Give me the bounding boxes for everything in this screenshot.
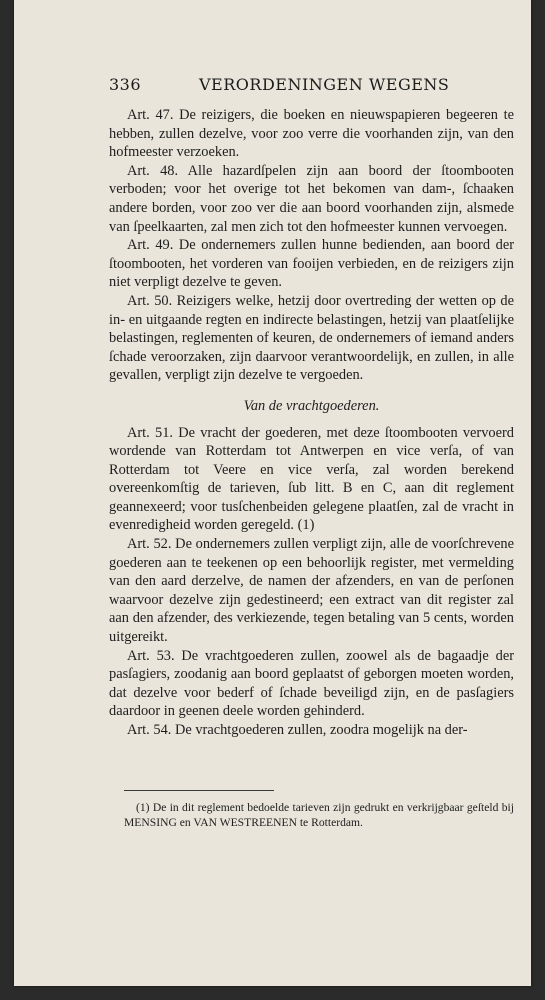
- body-text: [109, 106, 514, 740]
- footnote-divider: [124, 790, 274, 791]
- article-49: Art. 49. De ondernemers zullen hunne bedienden, aan boord der ſtoombooten, het vorderen van fooijen verbieden, en de reizigers zijn niet verpligt dezelve te geven.: [109, 237, 514, 291]
- running-title: VERORDENINGEN WEGENS: [199, 75, 450, 94]
- footnote-text: (1) De in dit reglement bedoelde tarieven zijn gedrukt en verkrijgbaar geſteld bij MENSING en VAN WESTREENEN te Rotterdam.: [124, 801, 514, 829]
- footnote: [124, 800, 514, 830]
- article-53: Art. 53. De vrachtgoederen zullen, zoowel als de bagaadje der pasſagiers, zoodanig aan boord geplaatst of geborgen moeten worden, dat dezelve voor bederf of ſchade beveiligd zijn, en de pasſagiers daardoor in geenen deele worden gehinderd.: [109, 647, 514, 720]
- page: [14, 0, 531, 986]
- section-title: Van de vrachtgoederen.: [243, 397, 380, 414]
- article-51: Art. 51. De vracht der goederen, met deze ſtoombooten vervoerd wordende van Rotterdam tot Antwerpen en vice verſa, of van Rotterdam tot Veere en vice verſa, zal worden berekend overeenkomſtig de tarieven, ſub litt. B en C, aan dit reglement geannexeerd; voor tusſchenbeiden gelegene plaatſen, zal de vracht in evenredigheid worden geregeld. (1): [109, 424, 514, 534]
- page-header: [109, 75, 529, 94]
- article-48: Art. 48. Alle hazardſpelen zijn aan boord der ſtoombooten verboden; voor het overige tot het bekomen van dam-, ſchaaken andere borden, voor zoo ver die aan boord voorhanden zijn, alsmede van ſpeelkaarten, zal men zich tot den hofmeester kunnen vervoegen.: [109, 162, 514, 235]
- article-52: Art. 52. De ondernemers zullen verpligt zijn, alle de voorſchrevene goederen aan te teekenen op een behoorlijk register, met vermelding van den aard derzelve, de namen der afzenders, en van de perſonen waarvoor dezelve zijn gedestineerd; een extract van dit register zal aan den afzender, des verkiezende, tegen betaling van 5 cents, worden uitgereikt.: [109, 536, 514, 646]
- article-47: Art. 47. De reizigers, die boeken en nieuwspapieren begeeren te hebben, zullen dezelve, voor zoo verre die voorhanden zijn, van den hofmeester verzoeken.: [109, 107, 514, 161]
- page-number: 336: [109, 75, 142, 94]
- article-50: Art. 50. Reizigers welke, hetzij door overtreding der wetten op de in- en uitgaande regten en indirecte belastingen, hetzij van plaatſelijke belastingen, reglementen of keuren, de ondernemers of iemand anders ſchade veroorzaken, zijn daarvoor verantwoordelijk, en zullen, in alle gevallen, verpligt zijn dezelve te vergoeden.: [109, 292, 514, 384]
- article-54: Art. 54. De vrachtgoederen zullen, zoodra mogelijk na der-: [127, 722, 468, 738]
